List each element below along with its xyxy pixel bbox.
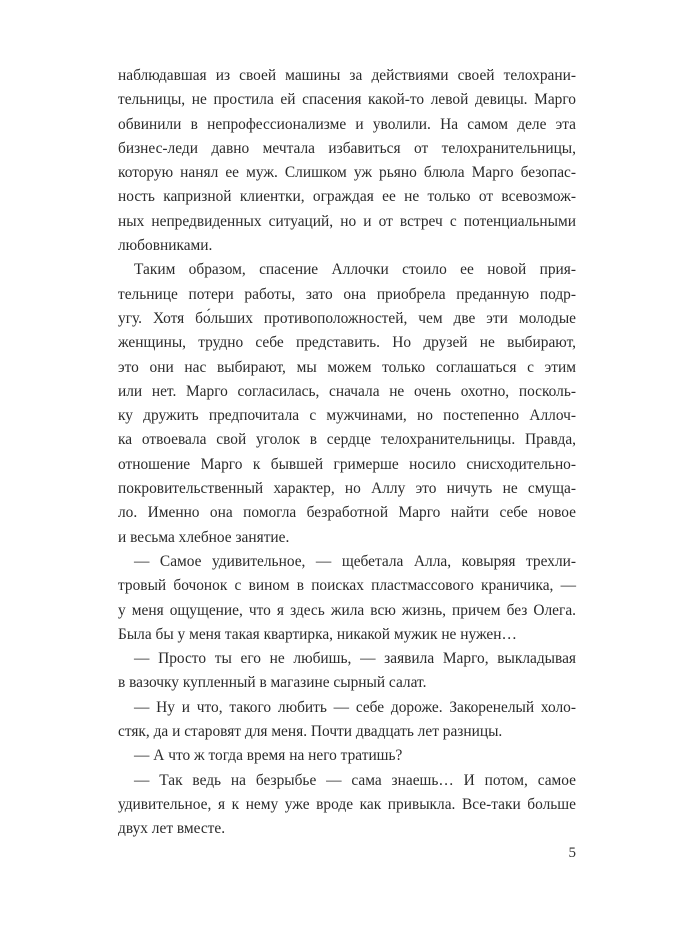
text-line: двух лет вместе. (118, 820, 226, 838)
text-line: угу. Хотя бо́льших противоположностей, чем две эти молодые (118, 309, 576, 327)
text-line: это они нас выбирают, мы можем только соглашаться с этим (118, 358, 576, 376)
text-line: тровый бочонок с вином в поисках пластмассового краничика, — (118, 577, 576, 595)
text-line: женщины, трудно себе представить. Но друзей не выбирают, (118, 334, 576, 352)
text-line: в вазочку купленный в магазине сырный салат. (118, 674, 427, 692)
text-line: стяк, да и старовят для меня. Почти двадцать лет разницы. (118, 723, 503, 741)
text-line: у меня ощущение, что я здесь жила всю жизнь, причем без Олега. (118, 601, 576, 619)
text-line: наблюдавшая из своей машины за действиями своей телохрани- (118, 67, 576, 84)
page-body-text (118, 64, 576, 842)
text-line: Таким образом, спасение Аллочки стоило ее новой прия- (134, 261, 576, 279)
text-line: ных непредвиденных ситуаций, но и от встреч с потенциальными (118, 212, 576, 230)
text-line: и весьма хлебное занятие. (118, 528, 290, 546)
text-line: — Просто ты его не любишь, — заявила Марго, выкладывая (134, 650, 576, 668)
text-line: или нет. Марго согласилась, сначала не очень охотно, посколь- (118, 382, 576, 400)
text-line: удивительное, я к нему уже вроде как привыкла. Все-таки больше (118, 795, 576, 813)
text-line: бизнес-леди давно мечтала избавиться от телохранительницы, (118, 139, 576, 157)
text-line: которую нанял ее муж. Слишком уж рьяно блюла Марго безопас- (118, 164, 576, 182)
page-number: 5 (568, 845, 576, 861)
text-line: любовниками. (118, 237, 213, 255)
text-line: Была бы у меня такая квартирка, никакой мужик не нужен… (118, 625, 517, 643)
text-line: обвинили в непрофессионализме и уволили. На самом деле эта (118, 115, 576, 133)
text-line: — Ну и что, такого любить — себе дороже. Закоренелый холо- (134, 698, 576, 716)
text-line: тельнице потери работы, зато она приобрела преданную подр- (118, 285, 576, 303)
text-line: отношение Марго к бывшей гримерше носило снисходительно- (118, 455, 576, 473)
text-line: — Так ведь на безрыбье — сама знаешь… И потом, самое (134, 771, 576, 789)
text-line: покровительственный характер, но Аллу это ничуть не смуща- (118, 480, 576, 498)
text-line: ло. Именно она помогла безработной Марго найти себе новое (118, 504, 576, 522)
text-line: ность капризной клиентки, ограждая ее не только от всевозмож- (118, 188, 576, 206)
text-line: ку дружить предпочитала с мужчинами, но постепенно Аллоч- (118, 407, 576, 425)
text-line: — Самое удивительное, — щебетала Алла, ковыряя трехли- (134, 552, 576, 570)
text-line: — А что ж тогда время на него тратишь? (134, 747, 403, 765)
text-line: ка отвоевала свой уголок в сердце телохранительницы. Правда, (118, 431, 576, 449)
text-line: тельницы, не простила ей спасения какой-то левой девицы. Марго (118, 91, 576, 109)
